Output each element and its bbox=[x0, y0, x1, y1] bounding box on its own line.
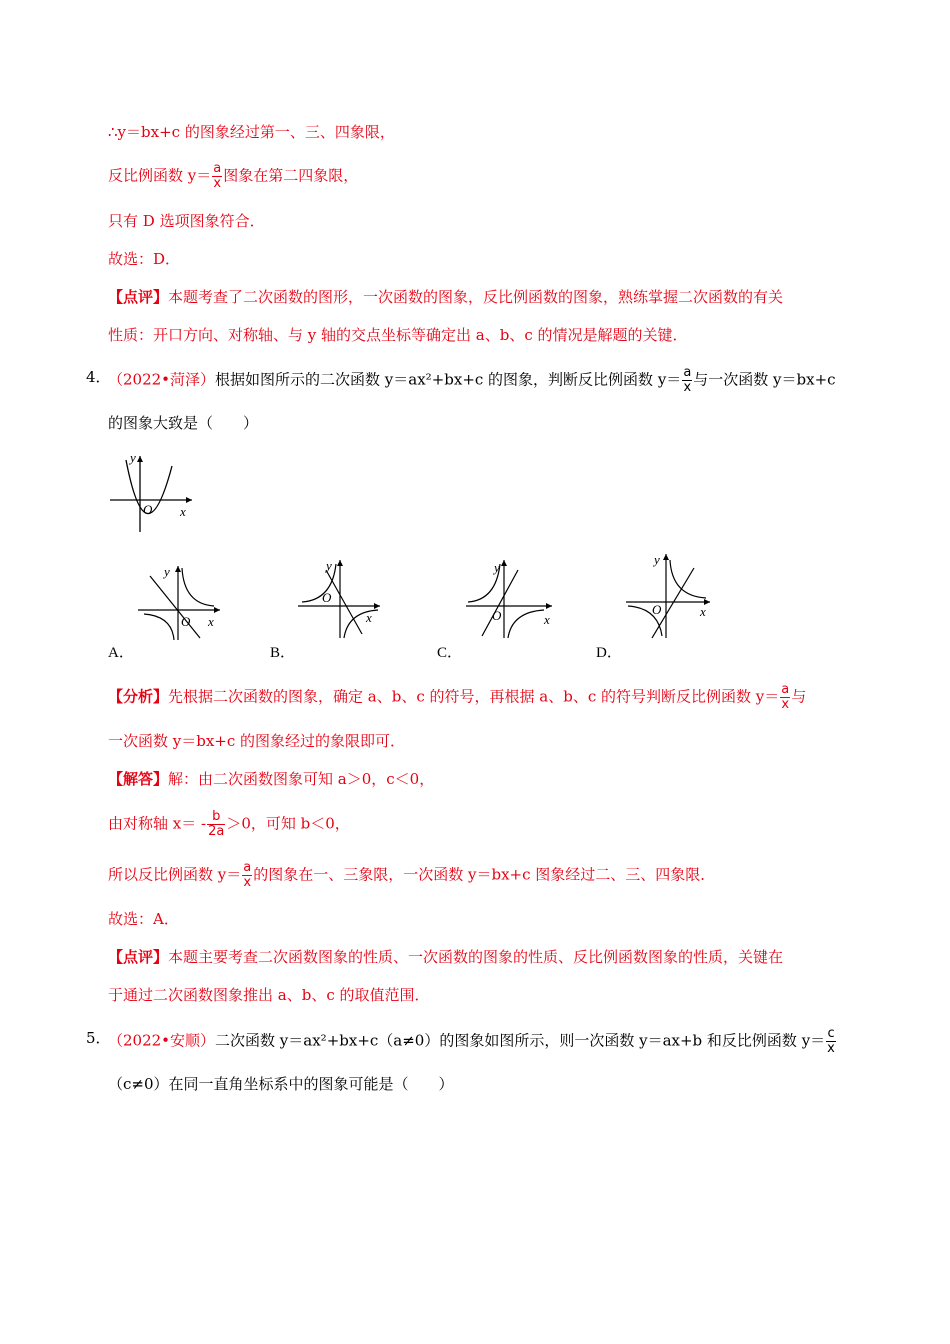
q4-solution-line-2 bbox=[108, 810, 350, 839]
origin-label: O bbox=[181, 614, 191, 629]
frac-den: 2a bbox=[208, 824, 225, 839]
prev-line-2-post: 图象在第二四象限， bbox=[223, 166, 359, 185]
x-axis-arrow bbox=[186, 497, 192, 503]
q5-fraction bbox=[826, 1027, 836, 1056]
y-axis-label: y bbox=[326, 558, 332, 573]
y-axis-arrow bbox=[663, 554, 669, 560]
y-axis-arrow bbox=[137, 456, 143, 462]
hyperbola-branch-2 bbox=[344, 610, 378, 638]
option-b-label[interactable]: B． bbox=[270, 645, 296, 661]
comment-tag: 【点评】 bbox=[108, 948, 169, 966]
q5-stem-1: 二次函数 y＝ax²+bx+c（a≠0）的图象如图所示，则一次函数 y＝ax+b 和反比例函数 y＝ bbox=[215, 1031, 826, 1050]
q4-comment-line-2: 于通过二次函数图象推出 a、b、c 的取值范围． bbox=[108, 986, 430, 1004]
y-axis-label: y bbox=[494, 560, 500, 575]
hyperbola-branch-2 bbox=[144, 614, 174, 640]
q4-source: （2022•菏泽） bbox=[108, 370, 216, 389]
origin-label: O bbox=[492, 608, 502, 623]
q4-solution-line-3 bbox=[108, 861, 715, 890]
q4-stem-1b: 与一次函数 y＝bx+c bbox=[693, 370, 836, 389]
q4-solution-line-4: 故选：A． bbox=[108, 910, 179, 928]
comment-tag: 【点评】 bbox=[108, 288, 169, 306]
option-d-graph bbox=[624, 550, 716, 640]
hyperbola-branch-2 bbox=[508, 610, 544, 638]
analysis-text-1: 先根据二次函数的图象，确定 a、b、c 的符号，再根据 a、b、c 的符号判断反比例函数 y＝ bbox=[168, 687, 780, 706]
solution-3-pre: 所以反比例函数 y＝ bbox=[108, 865, 242, 884]
q4-analysis-line-1 bbox=[108, 683, 806, 712]
x-axis-label: x bbox=[544, 612, 550, 627]
comment-text-1: 本题考查了二次函数的图形，一次函数的图象，反比例函数的图象，熟练掌握二次函数的有关 bbox=[168, 288, 784, 306]
prev-line-1: ∴y＝bx+c 的图象经过第一、三、四象限， bbox=[108, 123, 395, 141]
q4-analysis-line-2: 一次函数 y＝bx+c 的图象经过的象限即可． bbox=[108, 732, 406, 750]
y-axis-arrow bbox=[337, 560, 343, 566]
solution-fraction-b-2a bbox=[207, 810, 225, 839]
option-c-graph bbox=[464, 556, 558, 640]
prev-line-3: 只有 D 选项图象符合． bbox=[108, 212, 265, 230]
linear-line bbox=[326, 570, 362, 634]
q5-stem-line-2: （c≠0）在同一直角坐标系中的图象可能是（ ） bbox=[108, 1075, 454, 1093]
q4-solution-line-1 bbox=[108, 768, 434, 790]
solution-3-post: 的图象在一、三象限，一次函数 y＝bx+c 图象经过二、三、四象限． bbox=[253, 865, 716, 884]
q4-stem-line-1 bbox=[108, 366, 836, 395]
frac-num: b bbox=[207, 810, 225, 825]
solution-fraction-a-x bbox=[242, 861, 252, 890]
hyperbola-branch-1 bbox=[182, 568, 214, 606]
analysis-tag: 【分析】 bbox=[108, 687, 169, 706]
x-axis-arrow bbox=[374, 603, 380, 609]
prev-comment-line-2: 性质：开口方向、对称轴、与 y 轴的交点坐标等确定出 a、b、c 的情况是解题的关键． bbox=[108, 326, 688, 344]
q5-number: 5． bbox=[86, 1029, 111, 1047]
frac-den: x bbox=[243, 875, 252, 890]
frac-den: x bbox=[213, 176, 222, 191]
parabola-graph bbox=[108, 452, 198, 534]
solution-tag: 【解答】 bbox=[108, 770, 169, 788]
analysis-fraction bbox=[780, 683, 790, 712]
prev-comment-line-1 bbox=[108, 286, 783, 308]
prev-line-2-pre: 反比例函数 y＝ bbox=[108, 166, 212, 185]
origin-label: O bbox=[652, 602, 662, 617]
q5-source: （2022•安顺） bbox=[108, 1031, 216, 1050]
option-a-graph bbox=[136, 562, 226, 642]
q5-stem-line-1 bbox=[108, 1027, 837, 1056]
q4-stem-line-2: 的图象大致是（ ） bbox=[108, 414, 259, 432]
solution-text-1: 解：由二次函数图象可知 a＞0，c＜0， bbox=[168, 770, 435, 788]
option-c-label[interactable]: C． bbox=[437, 645, 463, 661]
prev-line-2 bbox=[108, 162, 358, 191]
option-d-label[interactable]: D． bbox=[596, 645, 622, 661]
q4-number: 4． bbox=[86, 368, 111, 386]
y-axis-arrow bbox=[175, 566, 181, 572]
origin-label: O bbox=[143, 502, 153, 517]
solution-2-post: ＞0，可知 b＜0， bbox=[226, 814, 350, 833]
y-axis-label: y bbox=[164, 564, 170, 579]
frac-num: a bbox=[213, 161, 222, 176]
y-axis-label: y bbox=[130, 452, 136, 465]
solution-2-pre: 由对称轴 x＝ - bbox=[108, 814, 207, 833]
option-a-label[interactable]: A． bbox=[108, 645, 134, 661]
y-axis-arrow bbox=[501, 560, 507, 566]
q4-stem-1: 根据如图所示的二次函数 y＝ax²+bx+c 的图象，判断反比例函数 y＝ bbox=[215, 370, 682, 389]
frac-den: x bbox=[781, 697, 790, 712]
frac-num: a bbox=[683, 365, 692, 380]
x-axis-label: x bbox=[180, 504, 186, 519]
frac-den: x bbox=[827, 1041, 835, 1056]
q4-comment-line-1 bbox=[108, 946, 783, 968]
frac-num: a bbox=[243, 860, 252, 875]
x-axis-arrow bbox=[546, 603, 552, 609]
comment-text-1: 本题主要考查二次函数图象的性质、一次函数的图象的性质、反比例函数图象的性质，关键在 bbox=[168, 948, 784, 966]
origin-label: O bbox=[322, 590, 332, 605]
frac-num: a bbox=[781, 682, 790, 697]
x-axis-label: x bbox=[700, 604, 706, 619]
frac-den: x bbox=[683, 380, 692, 395]
x-axis-arrow bbox=[214, 607, 220, 613]
frac-num: c bbox=[827, 1026, 835, 1041]
linear-line bbox=[150, 576, 200, 638]
fraction-a-over-x bbox=[212, 162, 222, 191]
option-b-graph bbox=[296, 556, 386, 640]
x-axis-label: x bbox=[366, 610, 372, 625]
analysis-text-1b: 与 bbox=[791, 687, 807, 706]
x-axis-label: x bbox=[208, 614, 214, 629]
y-axis-label: y bbox=[654, 552, 660, 567]
q4-fraction bbox=[682, 366, 692, 395]
prev-line-4: 故选：D． bbox=[108, 250, 181, 268]
